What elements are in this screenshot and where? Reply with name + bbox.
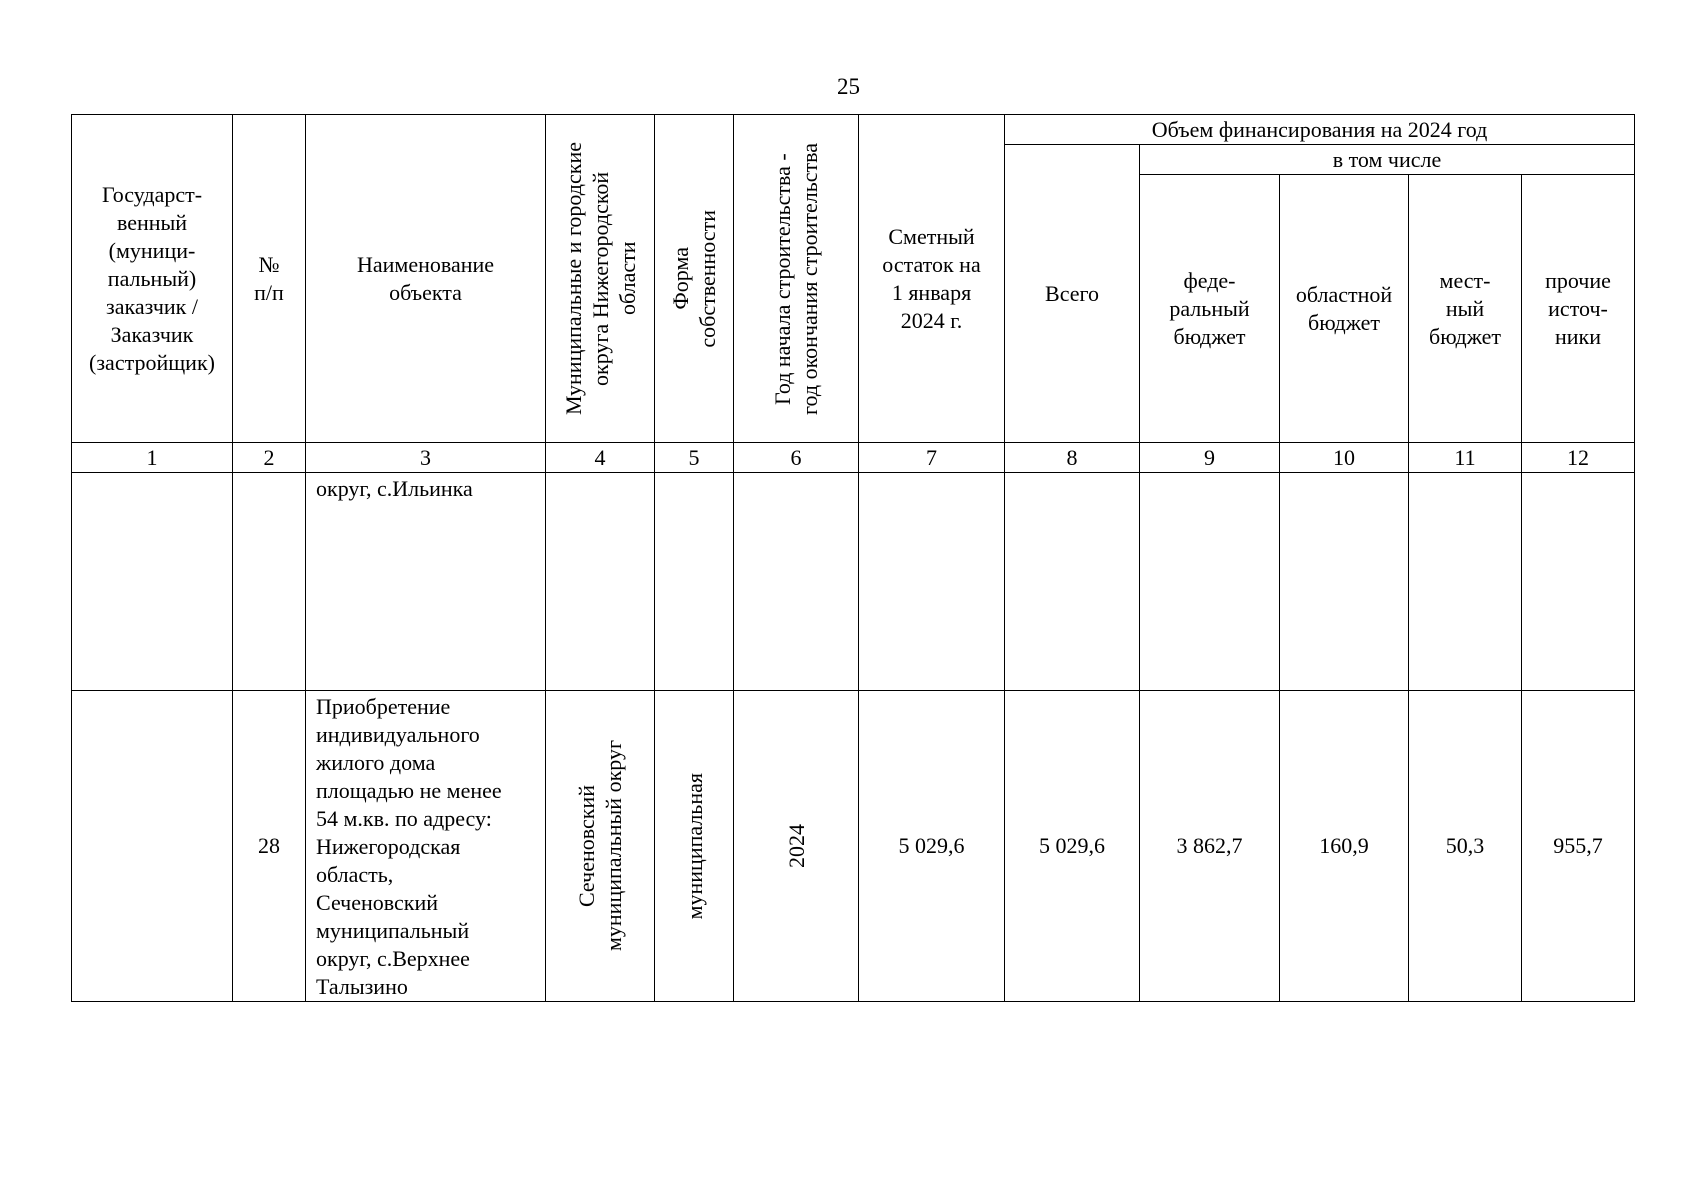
- cell-years: [734, 691, 859, 1002]
- header-funding-group: Объем финансирования на 2024 год: [1005, 115, 1635, 145]
- years-text: 2024: [783, 824, 809, 868]
- cell-customer: [72, 691, 233, 1002]
- header-total: Всего: [1005, 145, 1140, 443]
- cell-estimate: 5 029,6: [859, 691, 1005, 1002]
- cell-municipality: [546, 691, 655, 1002]
- cell-num: 28: [233, 691, 306, 1002]
- header-ownership: [655, 115, 734, 443]
- header-federal-text: феде- ральный бюджет: [1169, 267, 1250, 349]
- column-number: 7: [859, 443, 1005, 473]
- financing-table: [71, 114, 1635, 1002]
- cell-federal: 3 862,7: [1140, 691, 1280, 1002]
- header-customer: [72, 115, 233, 443]
- header-other: [1522, 175, 1635, 443]
- cell-ownership: [655, 691, 734, 1002]
- cell-regional: 160,9: [1280, 691, 1409, 1002]
- cell-local: 50,3: [1409, 691, 1522, 1002]
- header-ownership-text: Форма собственности: [668, 209, 720, 348]
- column-number: 10: [1280, 443, 1409, 473]
- header-local: [1409, 175, 1522, 443]
- cell-object-name: [306, 691, 546, 1002]
- column-number: 1: [72, 443, 233, 473]
- header-regional: [1280, 175, 1409, 443]
- cell-num: [233, 473, 306, 691]
- column-number: 11: [1409, 443, 1522, 473]
- header-num: [233, 115, 306, 443]
- cell-local: [1409, 473, 1522, 691]
- column-number: 6: [734, 443, 859, 473]
- table-row: [72, 691, 1635, 1002]
- continuation-row: [72, 473, 1635, 691]
- header-years: [734, 115, 859, 443]
- header-municipality-text: Муниципальные и городские округа Нижегородской области: [560, 142, 640, 415]
- cell-customer: [72, 473, 233, 691]
- header-including: в том числе: [1140, 145, 1635, 175]
- cell-total: [1005, 473, 1140, 691]
- cell-ownership: [655, 473, 734, 691]
- header-other-text: прочие источ- ники: [1545, 267, 1611, 349]
- cell-other: [1522, 473, 1635, 691]
- column-number: 12: [1522, 443, 1635, 473]
- header-num-text: № п/п: [254, 251, 284, 305]
- header-regional-text: областной бюджет: [1295, 281, 1393, 335]
- column-numbers-row: [72, 443, 1635, 473]
- header-years-text: Год начала строительства - год окончания строительства: [770, 142, 822, 415]
- header-federal: [1140, 175, 1280, 443]
- cell-estimate: [859, 473, 1005, 691]
- cell-object-name: [306, 473, 546, 691]
- ownership-text: муниципальная: [681, 772, 707, 920]
- object-name-text: Приобретение индивидуального жилого дома площадью не менее 54 м.кв. по адресу: Нижегородская область, Сеченовский муниципальный округ, с.Верхнее Талызино: [316, 694, 502, 999]
- object-name-text: округ, с.Ильинка: [316, 476, 473, 501]
- column-number: 9: [1140, 443, 1280, 473]
- cell-federal: [1140, 473, 1280, 691]
- municipality-text: Сеченовский муниципальный округ: [574, 740, 626, 952]
- header-local-text: мест- ный бюджет: [1429, 267, 1501, 349]
- cell-years: [734, 473, 859, 691]
- header-object-name-text: Наименование объекта: [356, 251, 495, 305]
- header-estimate: [859, 115, 1005, 443]
- column-number: 8: [1005, 443, 1140, 473]
- column-number: 3: [306, 443, 546, 473]
- header-estimate-text: Сметный остаток на 1 января 2024 г.: [882, 223, 981, 333]
- header-municipality: [546, 115, 655, 443]
- column-number: 4: [546, 443, 655, 473]
- header-row-1: [72, 115, 1635, 145]
- page-number: 25: [837, 74, 860, 99]
- cell-regional: [1280, 473, 1409, 691]
- column-number: 5: [655, 443, 734, 473]
- column-number: 2: [233, 443, 306, 473]
- cell-other: 955,7: [1522, 691, 1635, 1002]
- header-object-name: [306, 115, 546, 443]
- cell-municipality: [546, 473, 655, 691]
- header-customer-text: Государст- венный (муници- пальный) заказчик / Заказчик (застройщик): [89, 181, 215, 375]
- cell-total: 5 029,6: [1005, 691, 1140, 1002]
